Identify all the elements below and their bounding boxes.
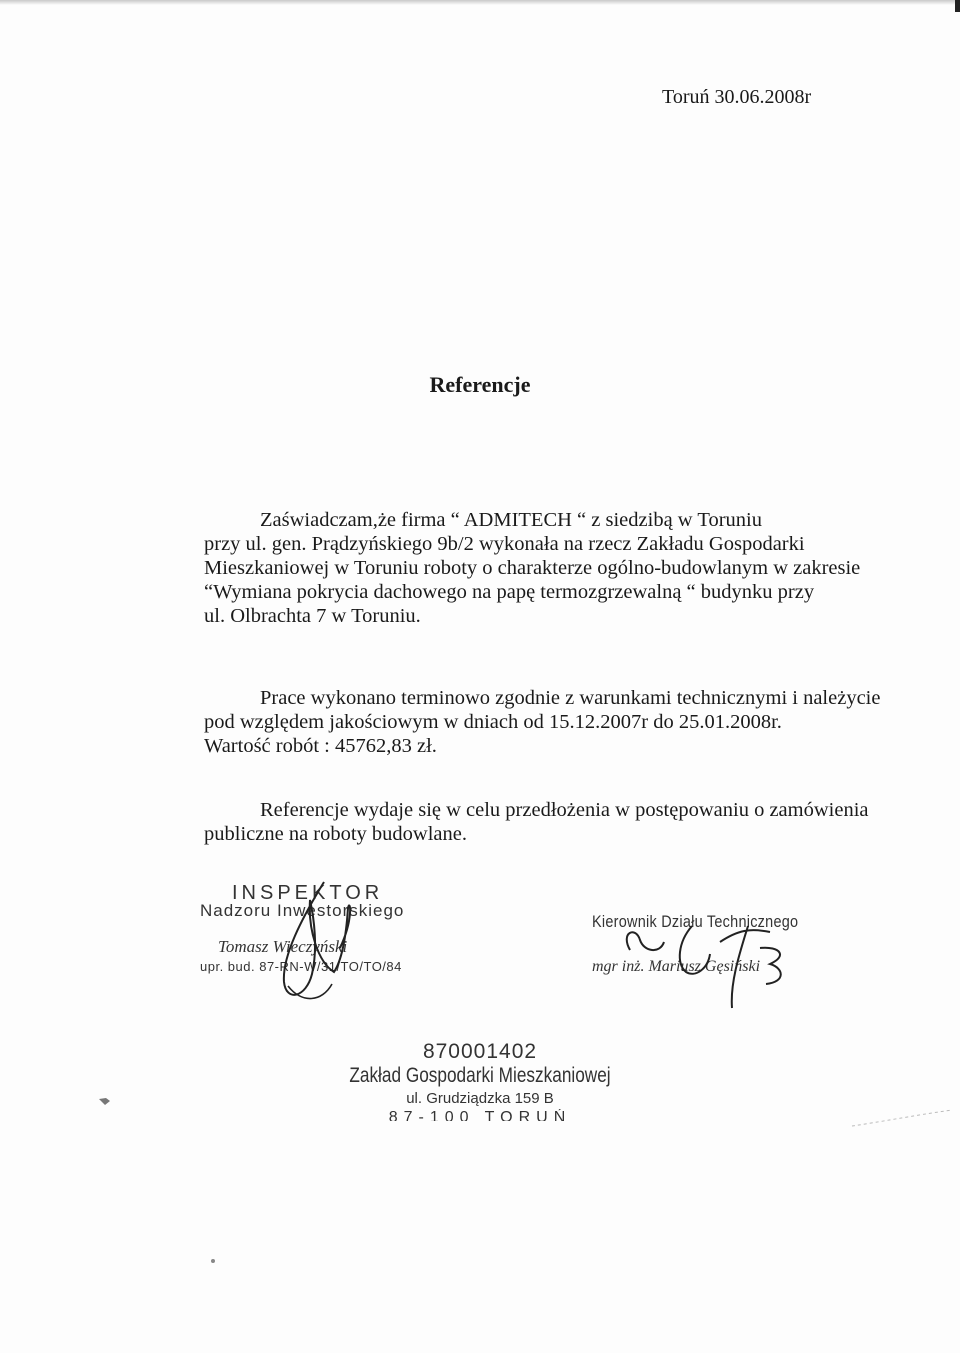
- inspector-signature: [262, 878, 372, 1008]
- paragraph-line: “Wymiana pokrycia dachowego na papę termozgrzewalną “ budynku przy: [204, 581, 815, 603]
- paragraph-line: Wartość robót : 45762,83 zł.: [204, 735, 437, 757]
- stamp-line: ul. Grudziądzka 159 B: [406, 1090, 554, 1107]
- scan-mark: [955, 0, 960, 12]
- paragraph-2: [204, 686, 880, 758]
- scan-dot: [210, 1258, 216, 1264]
- scan-streak: [850, 1108, 954, 1128]
- scan-speck: [98, 1096, 112, 1108]
- paragraph-line: przy ul. gen. Prądzyńskiego 9b/2 wykonała na rzecz Zakładu Gospodarki: [204, 533, 805, 555]
- paragraph-line: Mieszkaniowej w Toruniu roboty o charakterze ogólno-budowlanym w zakresie: [204, 557, 861, 579]
- stamp-line: upr. bud. 87-RN-W/31/TO/TO/84: [200, 959, 402, 974]
- stamp-line: 870001402: [422, 1040, 538, 1063]
- scan-edge: [0, 0, 960, 5]
- stamp-line: 87-100 TORUŃ: [388, 1109, 572, 1121]
- stamp-line: Zakład Gospodarki Mieszkaniowej: [349, 1064, 611, 1087]
- stamp-line: Tomasz Wieczyński: [218, 937, 348, 956]
- paragraph-3: [204, 798, 868, 846]
- paragraph-line: Referencje wydaje się w celu przedłożenia w postępowaniu o zamówienia: [260, 799, 869, 821]
- document-title: Referencje: [429, 372, 531, 397]
- company-stamp: [0, 1040, 960, 1121]
- stamp-line: mgr inż. Mariusz Gęsiński: [592, 958, 761, 975]
- paragraph-1: [204, 508, 860, 628]
- stamp-line: Kierownik Działu Technicznego: [592, 912, 799, 931]
- manager-signature: [620, 912, 790, 1022]
- paragraph-line: Prace wykonano terminowo zgodnie z warunkami technicznymi i należycie: [260, 687, 881, 709]
- stamp-line: INSPEKTOR: [232, 882, 384, 904]
- paragraph-line: Zaświadczam,że firma “ ADMITECH “ z siedzibą w Toruniu: [260, 509, 762, 531]
- paragraph-line: pod względem jakościowym w dniach od 15.12.2007r do 25.01.2008r.: [204, 711, 782, 733]
- stamp-line: Nadzoru Inwestorskiego: [200, 901, 405, 920]
- paragraph-line: publiczne na roboty budowlane.: [204, 823, 468, 845]
- place-date: Toruń 30.06.2008r: [662, 86, 812, 108]
- paragraph-line: ul. Olbrachta 7 w Toruniu.: [204, 605, 421, 627]
